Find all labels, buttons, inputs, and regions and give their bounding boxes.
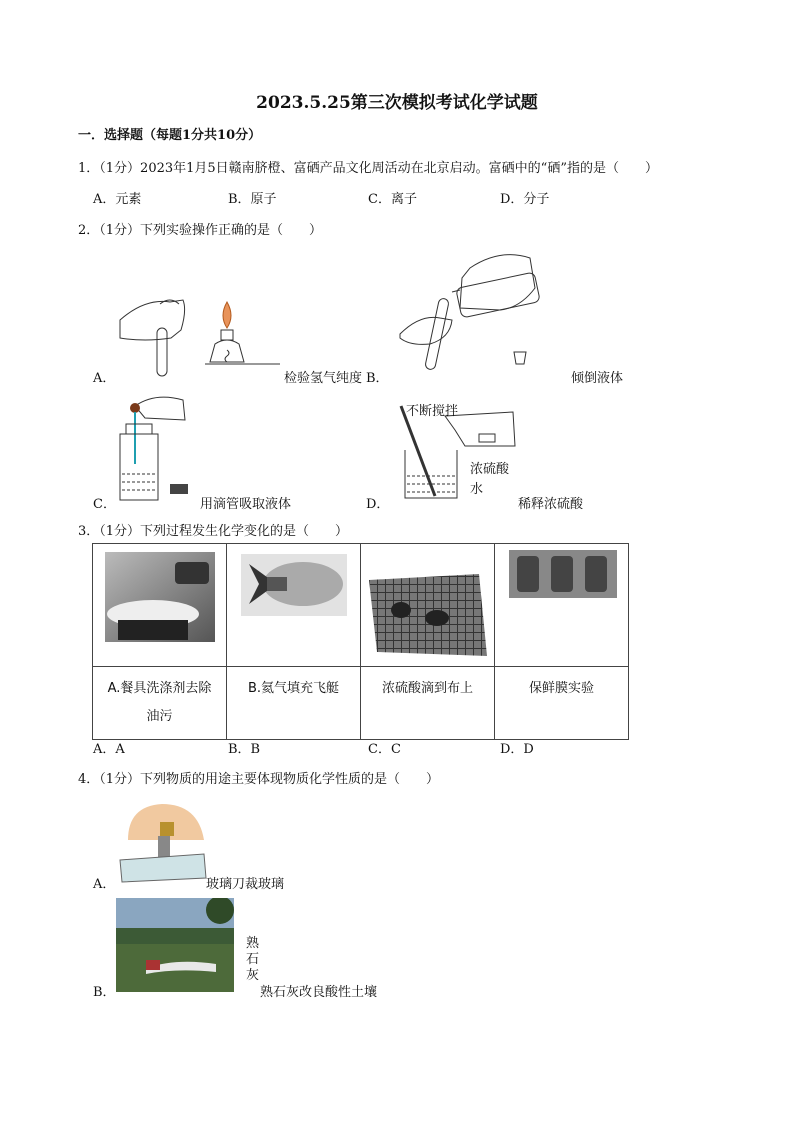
- q1-option-a[interactable]: A．元素: [93, 192, 142, 207]
- question-1-text: 1．（1分）2023年1月5日赣南脐橙、富硒产品文化周活动在北京启动。富硒中的“硒”指的是（ ）: [78, 161, 658, 176]
- q3-option-b[interactable]: B．B: [228, 742, 261, 757]
- section-heading: 一．选择题（每题1分共10分）: [78, 128, 262, 143]
- q4-option-b-vertical-char-3: 灰: [246, 968, 260, 983]
- q4-option-a-caption: 玻璃刀裁玻璃: [206, 877, 285, 892]
- q3-table: [92, 543, 629, 740]
- q4-figure-b-field: [116, 898, 234, 992]
- q2-figure-d-label-stir: 不断搅拌: [406, 404, 459, 419]
- q2-option-b-caption: 倾倒液体: [571, 371, 624, 386]
- q1-option-c[interactable]: C．离子: [368, 192, 417, 207]
- q3-image-cloth: [361, 544, 494, 662]
- q2-option-c[interactable]: C．: [93, 497, 116, 512]
- q3-image-cell-b: [227, 544, 361, 667]
- q1-option-b[interactable]: B．原子: [228, 192, 277, 207]
- q2-option-b[interactable]: B．: [366, 371, 389, 386]
- q3-image-detergent: [93, 544, 226, 662]
- q3-option-c[interactable]: C．C: [368, 742, 401, 757]
- q4-option-b-vertical-char-1: 熟: [246, 936, 260, 951]
- q4-option-b-vertical-label: [246, 936, 262, 984]
- q2-figure-b-pour-liquid: [390, 248, 550, 378]
- question-3-text: 3．（1分）下列过程发生化学变化的是（ ）: [78, 524, 349, 539]
- q3-image-airship: [227, 544, 360, 662]
- q2-option-a[interactable]: A．: [93, 371, 116, 386]
- q4-option-a[interactable]: A．: [93, 877, 116, 892]
- q1-option-d[interactable]: D．分子: [500, 192, 550, 207]
- page-title: 2023.5.25第三次模拟考试化学试题: [256, 93, 538, 113]
- q4-figure-a-glass-cutter: [118, 800, 208, 884]
- q3-cell-d-text: 保鲜膜实验: [495, 667, 629, 740]
- q2-option-c-caption: 用滴管吸取液体: [200, 497, 292, 512]
- q2-option-d-caption: 稀释浓硫酸: [518, 497, 584, 512]
- q3-image-cell-a: [93, 544, 227, 667]
- q2-figure-d-label-acid: 浓硫酸: [470, 462, 510, 477]
- q3-image-wrap-film: [495, 544, 628, 662]
- q3-image-cell-d: [495, 544, 629, 667]
- q3-cell-a-text: A.餐具洗涤剂去除油污: [93, 667, 227, 740]
- q3-cell-c-text: 浓硫酸滴到布上: [361, 667, 495, 740]
- q2-option-d[interactable]: D．: [366, 497, 390, 512]
- q3-image-cell-c: [361, 544, 495, 667]
- q2-option-a-caption: 检验氢气纯度: [284, 371, 363, 386]
- question-4-text: 4．（1分）下列物质的用途主要体现物质化学性质的是（ ）: [78, 772, 440, 787]
- question-2-text: 2．（1分）下列实验操作正确的是（ ）: [78, 223, 323, 238]
- q3-option-d[interactable]: D．D: [500, 742, 534, 757]
- q4-option-b-vertical-char-2: 石: [246, 952, 260, 967]
- q2-figure-c-dropper: [115, 394, 195, 504]
- q2-figure-d-label-water: 水: [470, 482, 484, 497]
- q3-option-a[interactable]: A．A: [93, 742, 125, 757]
- q4-option-b-caption: 熟石灰改良酸性土壤: [260, 985, 378, 1000]
- q2-figure-a-hydrogen-test: [115, 290, 285, 378]
- q4-option-b[interactable]: B．: [93, 985, 116, 1000]
- q3-cell-b-text: B.氦气填充飞艇: [227, 667, 361, 740]
